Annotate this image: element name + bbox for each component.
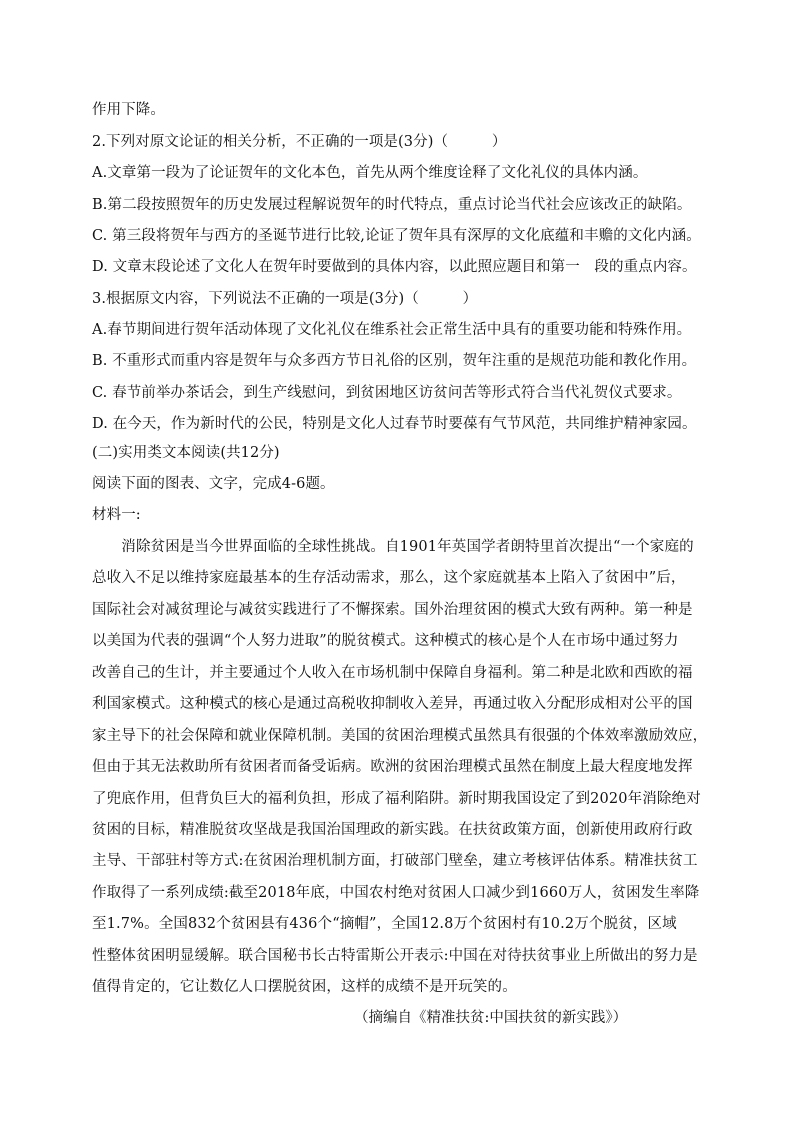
question-3-option-b: B. 不重形式而重内容是贺年与众多西方节日礼俗的区别，贺年注重的是规范功能和教化作用。 <box>92 353 697 369</box>
paragraph-line: 改善自己的生计，并主要通过个人收入在市场机制中保障自身福利。第二种是北欧和西欧的福 <box>92 665 693 681</box>
question-3-option-d: D. 在今天，作为新时代的公民，特别是文化人过春节时要葆有气节风范，共同维护精神家园。 <box>92 416 697 432</box>
paragraph-line: 利国家模式。这种模式的核心是通过高税收抑制收入差异，再通过收入分配形成相对公平的国 <box>92 696 693 712</box>
paragraph-line: 以美国为代表的强调“个人努力进取”的脱贫模式。这种模式的核心是个人在市场中通过努力 <box>92 633 679 649</box>
question-2-option-c: C. 第三段将贺年与西方的圣诞节进行比较,论证了贺年具有深厚的文化底蕴和丰赡的文化内涵。 <box>92 228 701 244</box>
question-2-option-b: B.第二段按照贺年的历史发展过程解说贺年的时代特点，重点讨论当代社会应该改正的缺陷。 <box>92 197 692 213</box>
paragraph-line: 但由于其无法救助所有贫困者而备受诟病。欧洲的贫困治理模式虽然在制度上最大程度地发挥 <box>92 759 693 775</box>
question-2-stem: 2.下列对原文论证的相关分析，不正确的一项是(3分)（ ） <box>92 134 507 150</box>
section-heading: (二)实用类文本阅读(共12分) <box>92 445 280 461</box>
question-3-option-c: C. 春节前举办茶话会，到生产线慰问，到贫困地区访贫问苦等形式符合当代礼贺仪式要求。 <box>92 385 682 401</box>
paragraph-line: 国际社会对减贫理论与减贫实践进行了不懈探索。国外治理贫困的模式大致有两种。第一种是 <box>92 602 693 618</box>
question-2-option-d: D. 文章末段论述了文化人在贺年时要做到的具体内容，以此照应题目和第一 段的重点内容。 <box>92 259 697 275</box>
paragraph-line: 消除贫困是当今世界面临的全球性挑战。自1901年英国学者朗特里首次提出“一个家庭的 <box>92 539 694 555</box>
paragraph-line: 家主导下的社会保障和就业保障机制。美国的贫困治理模式虽然具有很强的个体效率激励效应， <box>92 728 708 744</box>
question-2-option-a: A.文章第一段为了论证贺年的文化本色，首先从两个维度诠释了文化礼仪的具体内涵。 <box>92 165 648 181</box>
source-citation: （摘编自《精准扶贫:中国扶贫的新实践》） <box>354 1010 628 1026</box>
paragraph-line: 性整体贫困明显缓解。联合国秘书长古特雷斯公开表示:中国在对待扶贫事业上所做出的努力是 <box>92 948 698 964</box>
paragraph-line: 总收入不足以维持家庭最基本的生存活动需求，那么，这个家庭就基本上陷入了贫困中”后， <box>92 570 686 586</box>
section-instruction: 阅读下面的图表、文字，完成4-6题。 <box>92 476 335 492</box>
paragraph-line: 至1.7%。全国832个贫困县有436个“摘帽”，全国12.8万个贫困村有10.2万个脱贫，区域 <box>92 916 677 932</box>
question-3-option-a: A.春节期间进行贺年活动体现了文化礼仪在维系社会正常生活中具有的重要功能和特殊作用。 <box>92 322 692 338</box>
paragraph-line: 贫困的目标，精准脱贫攻坚战是我国治国理政的新实践。在扶贫政策方面，创新使用政府行政 <box>92 822 693 838</box>
paragraph-line: 了兜底作用，但背负巨大的福利负担，形成了福利陷阱。新时期我国设定了到2020年消除绝对 <box>92 791 701 807</box>
text-line: 作用下降。 <box>92 102 165 118</box>
paragraph-line: 主导、干部驻村等方式:在贫困治理机制方面，打破部门壁垒，建立考核评估体系。精准扶贫工 <box>92 853 698 869</box>
paragraph-line: 值得肯定的，它让数亿人口摆脱贫困，这样的成绩不是开玩笑的。 <box>92 979 517 995</box>
paragraph-line: 作取得了一系列成绩:截至2018年底，中国农村绝对贫困人口减少到1660万人，贫困发生率降 <box>92 885 700 901</box>
material-label: 材料一: <box>92 507 141 523</box>
question-3-stem: 3.根据原文内容，下列说法不正确的一项是(3分)（ ） <box>92 291 478 307</box>
